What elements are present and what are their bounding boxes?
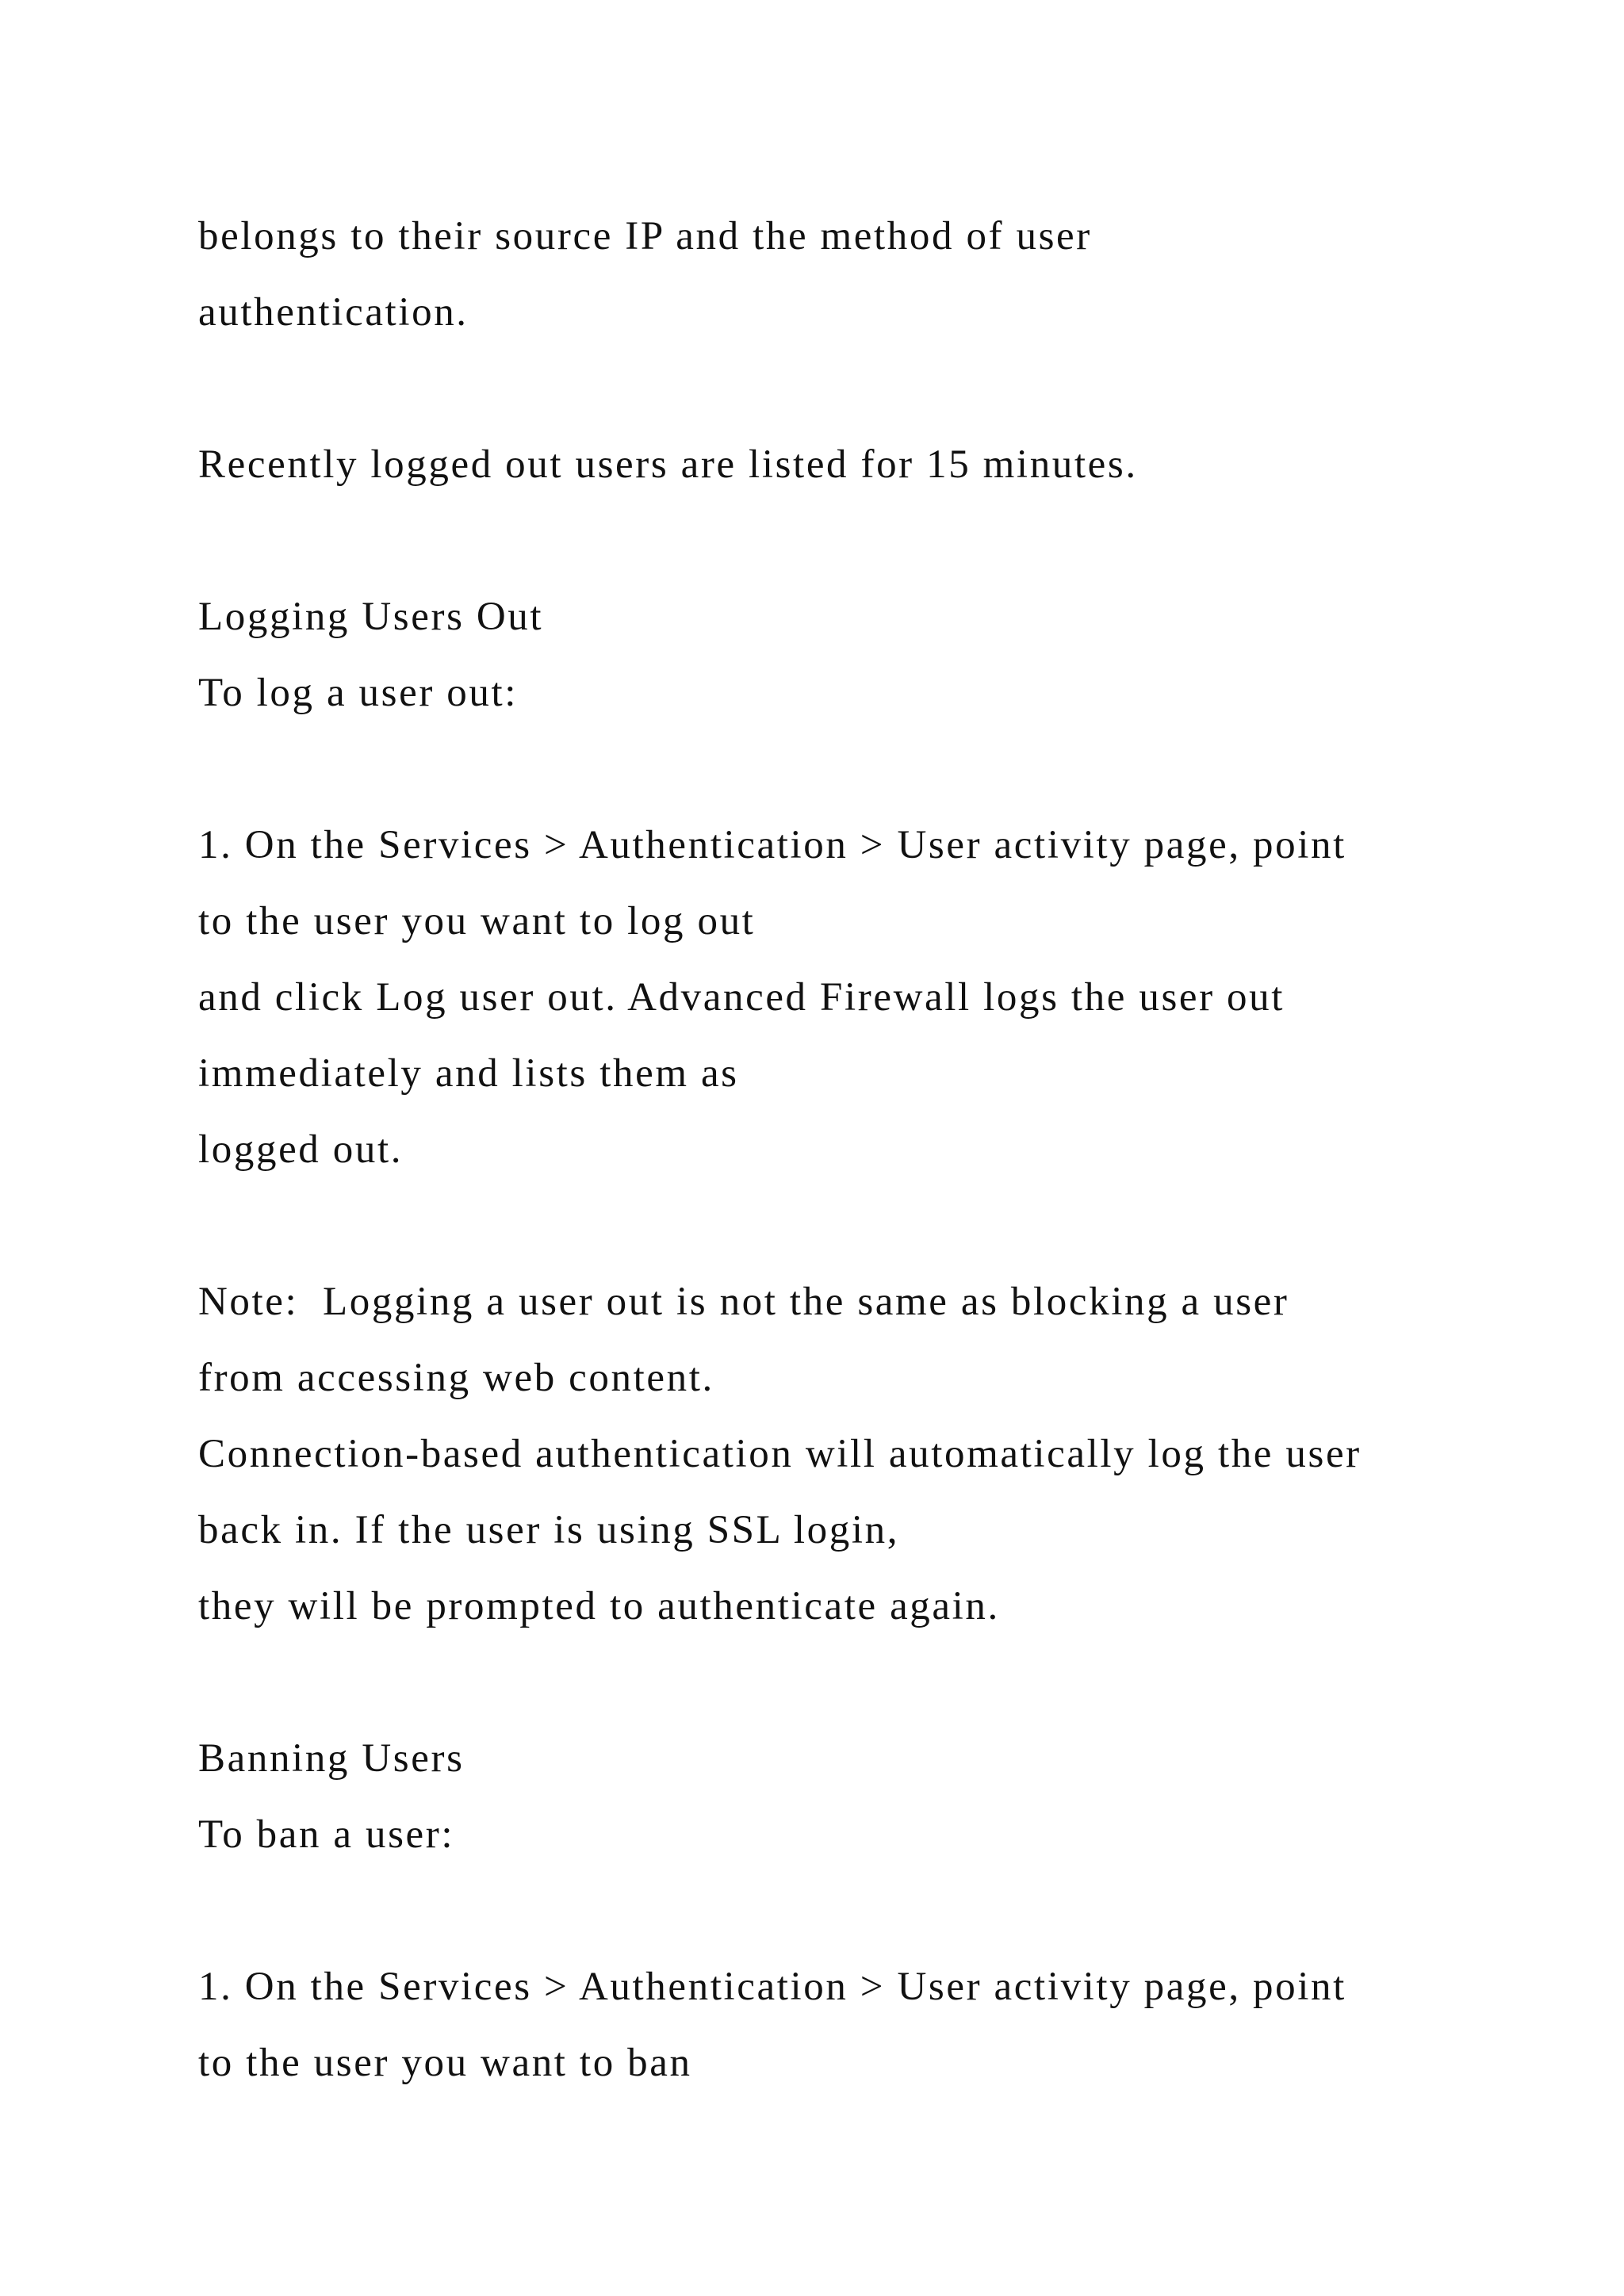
note-line: Note: Logging a user out is not the same as blocking a user <box>198 1280 1289 1324</box>
step-line: 1. On the Services > Authentication > User activity page, point <box>198 823 1346 867</box>
step-line: 1. On the Services > Authentication > User activity page, point <box>198 1965 1346 2009</box>
procedure-intro: To log a user out: <box>198 671 519 715</box>
step-line: immediately and lists them as <box>198 1051 739 1096</box>
blank-line <box>198 1188 1546 1264</box>
section-heading-logging-users-out: Logging Users Out <box>198 595 544 639</box>
paragraph-line: belongs to their source IP and the method of user <box>198 214 1092 258</box>
procedure-intro: To ban a user: <box>198 1812 455 1857</box>
step-line: and click Log user out. Advanced Firewall logs the user out <box>198 975 1285 1020</box>
step-line: to the user you want to log out <box>198 899 756 943</box>
paragraph-line: authentication. <box>198 290 469 335</box>
note-line: Connection-based authentication will automatically log the user <box>198 1432 1362 1476</box>
section-heading-banning-users: Banning Users <box>198 1736 465 1781</box>
document-body <box>198 198 1546 2101</box>
step-line: logged out. <box>198 1127 404 1172</box>
note-line: they will be prompted to authenticate again. <box>198 1584 1000 1628</box>
blank-line <box>198 1873 1546 1949</box>
note-line: back in. If the user is using SSL login, <box>198 1508 900 1552</box>
blank-line <box>198 350 1546 427</box>
paragraph-line: Recently logged out users are listed for 15 minutes. <box>198 442 1138 487</box>
blank-line <box>198 731 1546 807</box>
note-line: from accessing web content. <box>198 1356 714 1400</box>
step-line: to the user you want to ban <box>198 2041 692 2085</box>
blank-line <box>198 503 1546 579</box>
blank-line <box>198 1644 1546 1720</box>
